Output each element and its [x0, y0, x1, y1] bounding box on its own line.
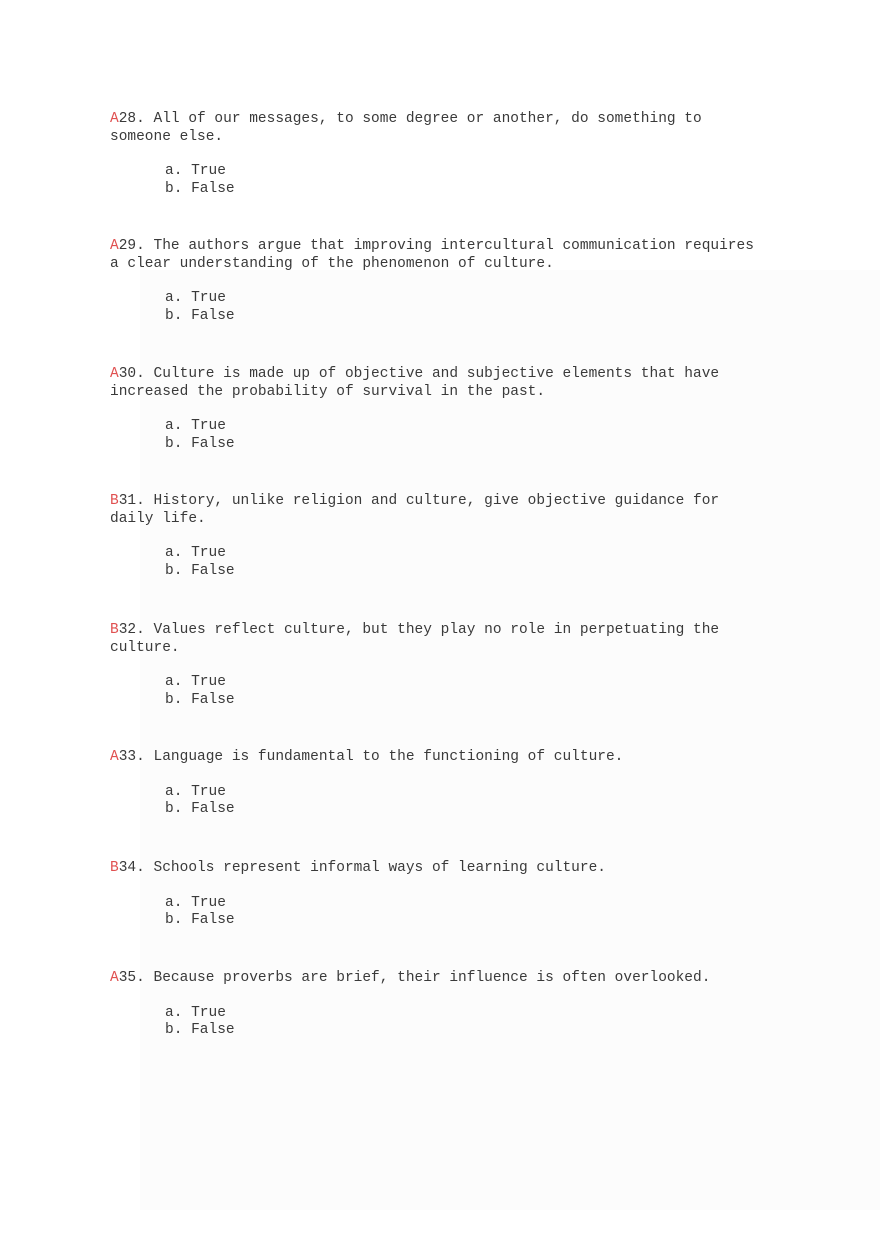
- answer-key: A: [110, 238, 119, 254]
- option-true: a. True: [165, 1004, 226, 1021]
- answer-key: B: [110, 493, 119, 509]
- option-false: b. False: [165, 912, 235, 928]
- option-true: a. True: [165, 163, 226, 179]
- answer-key: A: [110, 366, 119, 382]
- option-false: b. False: [165, 562, 235, 579]
- question-text: [110, 493, 770, 528]
- option-true: a. True: [165, 894, 226, 911]
- question-body: 32. Values reflect culture, but they play no role in perpetuating the culture.: [110, 622, 720, 656]
- option-false: b. False: [165, 1022, 235, 1038]
- answer-options: [165, 290, 770, 325]
- option-false: b. False: [165, 307, 235, 324]
- option-true: a. True: [165, 674, 226, 690]
- question-body: 35. Because proverbs are brief, their influence is often overlooked.: [118, 970, 711, 986]
- option-true: a. True: [165, 290, 226, 306]
- answer-options: [165, 674, 770, 709]
- question-text: [110, 622, 770, 657]
- question-35: [110, 970, 770, 1040]
- question-body: 31. History, unlike religion and culture, give objective guidance for daily life.: [110, 493, 720, 527]
- question-body: 30. Culture is made up of objective and subjective elements that have increased the probability of survival in the past.: [110, 366, 720, 400]
- question-28: [110, 111, 770, 198]
- option-false: b. False: [165, 180, 235, 197]
- answer-key: B: [110, 622, 119, 638]
- question-text: [110, 366, 770, 401]
- question-text: [110, 860, 770, 878]
- question-text: [110, 238, 770, 273]
- question-text: [110, 749, 770, 767]
- question-34: [110, 860, 770, 930]
- answer-key: A: [110, 749, 119, 765]
- option-false: b. False: [165, 801, 235, 817]
- answer-key: A: [110, 970, 119, 986]
- option-true: a. True: [165, 418, 226, 434]
- question-text: [110, 970, 770, 988]
- question-30: [110, 366, 770, 453]
- answer-key: B: [110, 860, 119, 876]
- answer-options: [165, 418, 770, 453]
- answer-options: [165, 1005, 770, 1040]
- question-body: 33. Language is fundamental to the functioning of culture.: [118, 749, 624, 765]
- question-33: [110, 749, 770, 819]
- option-false: b. False: [165, 435, 235, 452]
- answer-options: [165, 895, 770, 930]
- question-body: 29. The authors argue that improving intercultural communication requires a clear understanding of the phenomenon of culture.: [110, 238, 754, 272]
- question-31: [110, 493, 770, 580]
- option-false: b. False: [165, 691, 235, 708]
- question-body: 34. Schools represent informal ways of learning culture.: [118, 860, 606, 876]
- answer-key: A: [110, 111, 119, 127]
- answer-options: [165, 784, 770, 819]
- question-body: 28. All of our messages, to some degree or another, do something to someone else.: [110, 111, 702, 145]
- answer-options: [165, 163, 770, 198]
- option-true: a. True: [165, 545, 226, 561]
- question-32: [110, 622, 770, 709]
- question-text: [110, 111, 770, 146]
- option-true: a. True: [165, 783, 226, 800]
- answer-options: [165, 545, 770, 580]
- question-29: [110, 238, 770, 325]
